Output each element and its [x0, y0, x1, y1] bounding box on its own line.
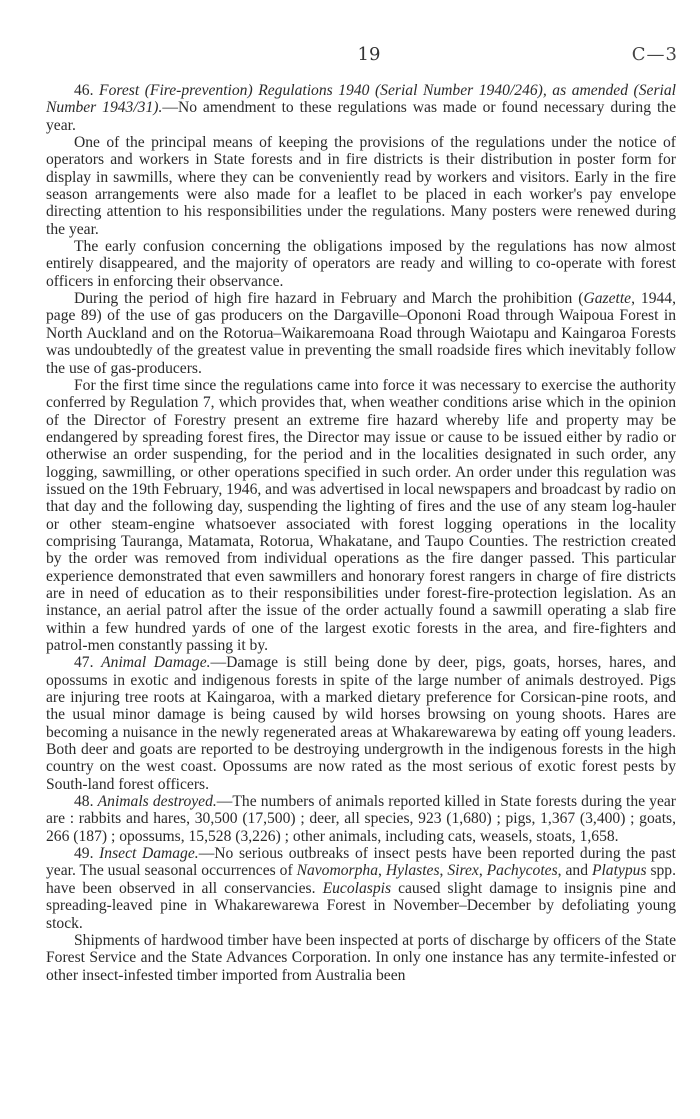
paragraph-heading: Insect Damage. — [99, 845, 199, 863]
paragraph-text: —The numbers of animals reported killed in State forests during the year are : rabbits and hares, 30,500 (17,500) ; deer, all species, 923 (1,680) ; pigs, 1,367 (3,400) ; goats, 266 (187) ; opossums, 15,528 (3,226) ; other animals, including cats, weasels, stoats, 1,658. — [46, 793, 676, 845]
paragraph-49 — [46, 845, 676, 932]
paragraph-49-shipments — [46, 932, 676, 984]
paragraph-46 — [46, 82, 676, 134]
genus-name: Sirex — [447, 862, 479, 880]
paragraph-text: , 1944, page 89) of the use of gas producers on the Dargaville–Opononi Road through Waipoua Forest in North Auckland and on the Rotorua–Waikaremoana Road through Waiotapu and Kaingaroa Forests was undoubtedly of the greatest value in preventing the small roadside fires which inevitably follow the use of gas-producers. — [46, 290, 677, 377]
body-text — [46, 82, 676, 984]
paragraph-text: —Damage is still being done by deer, pigs, goats, horses, hares, and opossums in exotic and indigenous forests in spite of the large number of animals destroyed. Pigs are injuring tree roots at Kaingaroa, with a marked dietary preference for Corsican-pine roots, and the usual minor damage is being caused by wild horses browsing on young shoots. Hares are becoming a nuisance in the newly regenerated areas at Whakarewarewa by eating off young leaders. Both deer and goats are reported to be destroying undergrowth in the indigenous forests in the high country on the west coast. Opossums are now rated as the most serious of exotic forest pests by South-land forest officers. — [46, 654, 676, 793]
paragraph-heading: Forest (Fire-prevention) Regulations 1940 (Serial Number 1940/246), as amended (Serial Number 1943/31). — [46, 82, 676, 117]
page-header — [60, 44, 678, 68]
genus-name: Platypus — [591, 862, 647, 880]
paragraph-number: 46. — [74, 82, 94, 99]
separator: , — [378, 862, 386, 880]
paragraph-text: spp. have been observed in all conservancies. — [46, 862, 677, 897]
paragraph-number: 47. — [74, 654, 94, 672]
genus-name: Navomorpha — [296, 862, 378, 880]
paragraph-number: 49. — [74, 845, 94, 863]
report-code: C—3 — [631, 44, 678, 65]
gazette-reference: Gazette — [583, 290, 632, 308]
paragraph-46-gas-producers — [46, 290, 676, 377]
paragraph-46-distribution — [46, 134, 676, 238]
paragraph-47 — [46, 654, 676, 793]
paragraph-text: —No serious outbreaks of insect pests have been reported during the past year. The usual seasonal occurrences of — [46, 845, 677, 880]
genus-name: Pachycotes — [486, 862, 558, 880]
separator: , — [478, 862, 487, 880]
paragraph-number: 48. — [74, 793, 94, 811]
paragraph-48 — [46, 793, 676, 845]
paragraph-text: Shipments of hardwood timber have been inspected at ports of discharge by officers of the State Forest Service and the State Advances Corporation. In only one instance has any termite-infested or other insect-infested timber imported from Australia been — [46, 931, 676, 984]
paragraph-46-confusion — [46, 238, 676, 290]
paragraph-text: For the first time since the regulations came into force it was necessary to exercise the authority conferred by Regulation 7, which provides that, when weather conditions arise which in the opinion of the Director of Forestry present an extreme fire hazard whereby life and property may be endangered by spreading forest fires, the Director may issue or cause to be issued either by radio or otherwise an order suspending, for the period and in the localities designated in such order, any logging, sawmilling, or other operations specified in such order. An order under this regulation was issued on the 19th February, 1946, and was advertised in local newspapers and broadcast by radio on that day and the following day, suspending the lighting of fires and the use of any steam log-hauler or other steam-engine whatsoever associated with forest logging operations in the locality comprising Tauranga, Matamata, Rotorua, Whakatane, and Taupo Counties. The restriction created by the order was removed from individual operations as the fire danger passed. This particular experience demonstrated that even sawmillers and honorary forest rangers in charge of fire districts are in need of education as to their responsibilities under forest-fire-protection legislation. As an instance, an aerial patrol after the issue of the order actually found a sawmill operating a slab fire within a few hundred yards of one of the largest exotic forests in the area, and fire-fighters and patrol-men constantly passing it by. — [46, 376, 676, 654]
separator: , — [439, 862, 448, 880]
paragraph-46-regulation-7 — [46, 377, 676, 655]
page-number: 19 — [357, 44, 381, 65]
paragraph-text: One of the principal means of keeping the provisions of the regulations under the notice of operators and workers in State forests and in fire districts is their distribution in poster form for display in sawmills, where they can be conveniently read by workers and visitors. Early in the fire season arrangements were also made for a leaflet to be placed in each worker's pay envelope directing attention to his responsibilities under the regulations. Many posters were renewed during the year. — [46, 134, 676, 238]
paragraph-text: caused slight damage to insignis pine and spreading-leaved pine in Whakarewarewa Forest in November–December by defoliating young stock. — [46, 879, 676, 932]
separator: , and — [557, 862, 592, 880]
paragraph-text: During the period of high fire hazard in February and March the prohibition ( — [74, 290, 584, 308]
paragraph-text: The early confusion concerning the obligations imposed by the regulations has now almost entirely disappeared, and the majority of operators are ready and willing to co-operate with forest officers in enforcing their observance. — [46, 238, 676, 290]
paragraph-heading: Animal Damage. — [101, 654, 211, 672]
paragraph-text: —No amendment to these regulations was made or found necessary during the year. — [46, 99, 676, 134]
genus-name: Eucolaspis — [322, 879, 392, 897]
paragraph-heading: Animals destroyed. — [97, 793, 217, 811]
genus-name: Hylastes — [385, 862, 440, 880]
